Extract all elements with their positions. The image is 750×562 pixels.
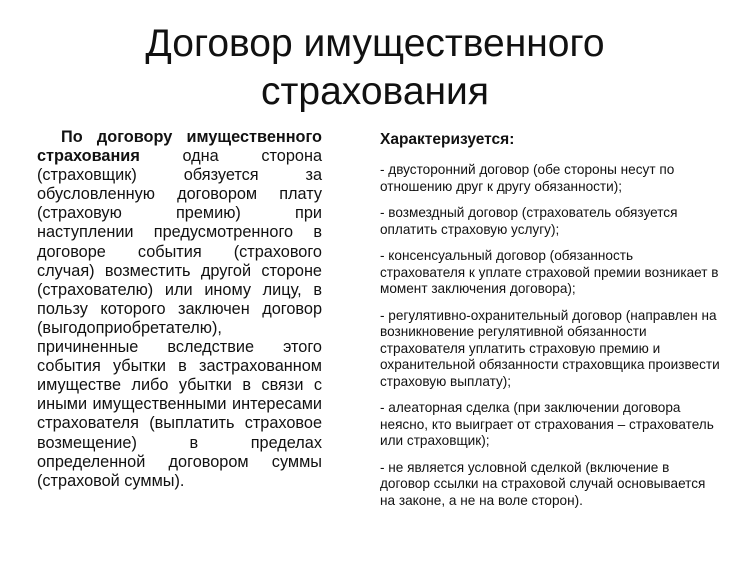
characteristic-item: - регулятивно-охранительный договор (направлен на возникновение регулятивной обязанности страхователя уплатить страховую премию и охранительной обязанности страховщика произвести страховую выплату); <box>380 307 720 389</box>
characteristics-list <box>380 162 720 509</box>
definition-paragraph <box>37 128 322 491</box>
slide-title-line-2: страхования <box>261 70 489 113</box>
characteristic-item: - не является условной сделкой (включение в договор ссылки на страховой случай основывается на законе, а не на воле сторон). <box>380 459 706 508</box>
characteristics-block <box>380 130 720 519</box>
slide-title <box>0 20 750 116</box>
characteristic-item: - возмездный договор (страхователь обязуется оплатить страховую услугу); <box>380 205 678 237</box>
definition-bold-lead: По договору имущественного страхования <box>37 128 322 166</box>
characteristic-item: - консенсуальный договор (обязанность страхователя к уплате страховой премии возникает в момент заключения договора); <box>380 248 719 296</box>
slide-title-line-1: Договор имущественного <box>145 22 605 65</box>
definition-text: одна сторона (страховщик) обязуется за обусловленную договором плату (страховую премию) при наступлении предусмотренного в договоре события (страхового случая) возместить другой стороне (страхователю) или иному лицу, в пользу которого заключен договор (выгодоприобретателю), причиненные вследствие этого события убытки в застрахованном имуществе либо убытки в связи с иными имущественными интересами страхователя (выплатить страховое возмещение) в пределах определенной договором суммы (страховой суммы). <box>37 147 322 490</box>
characteristic-item: - двусторонний договор (обе стороны несут по отношению друг к другу обязанности); <box>380 162 675 194</box>
characteristics-heading: Характеризуется: <box>380 131 515 148</box>
characteristic-item: - алеаторная сделка (при заключении договора неясно, кто выиграет от страхования – страхователь или страховщик); <box>380 400 714 448</box>
